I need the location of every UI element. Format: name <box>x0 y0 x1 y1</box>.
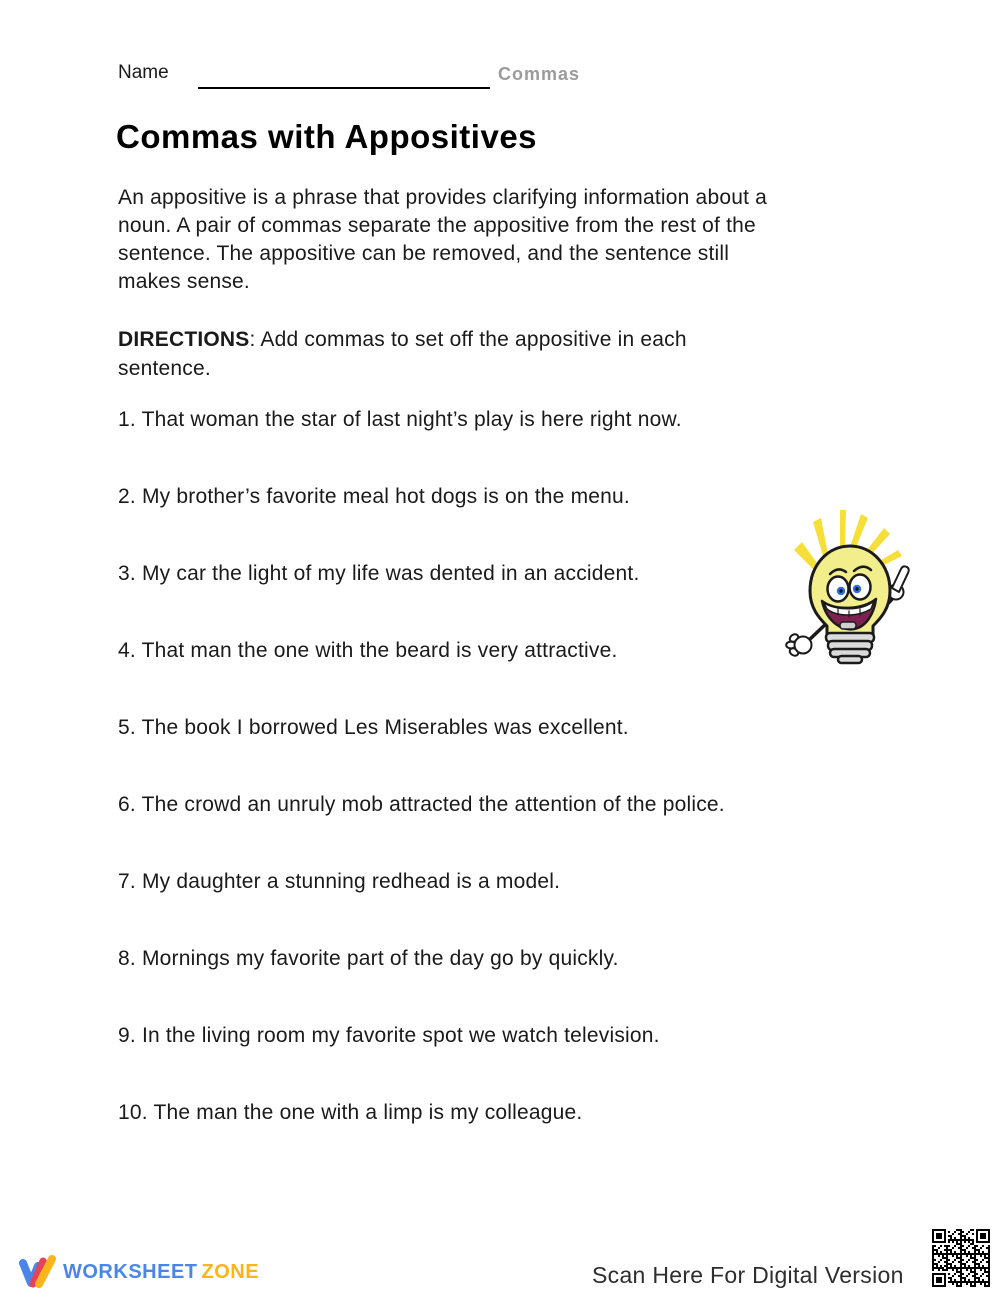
sentence-item-7: 7. My daughter a stunning redhead is a model. <box>118 870 561 893</box>
sentence-item-9: 9. In the living room my favorite spot we watch television. <box>118 1024 660 1047</box>
lightbulb-icon <box>780 508 918 666</box>
intro-line: An appositive is a phrase that provides clarifying information about a <box>118 186 768 209</box>
intro-line: sentence. The appositive can be removed, and the sentence still <box>118 242 730 265</box>
logo-text-worksheet: WORKSHEET <box>63 1260 198 1283</box>
sentence-item-4: 4. That man the one with the beard is very attractive. <box>118 639 618 662</box>
topic-label: Commas <box>498 64 581 84</box>
logo-text-zone: ZONE <box>201 1260 260 1283</box>
sentence-item-1: 1. That woman the star of last night’s play is here right now. <box>118 408 682 431</box>
scan-here-text: Scan Here For Digital Version <box>592 1262 904 1288</box>
logo-wordmark <box>63 1261 259 1284</box>
page-title: Commas with Appositives <box>116 118 538 155</box>
directions-line-1 <box>118 325 687 354</box>
qr-code-image <box>932 1229 990 1287</box>
sentence-item-6: 6. The crowd an unruly mob attracted the attention of the police. <box>118 793 725 816</box>
sentence-item-8: 8. Mornings my favorite part of the day go by quickly. <box>118 947 619 970</box>
directions-label: DIRECTIONS <box>118 328 250 351</box>
worksheet-zone-logo-icon <box>16 1252 58 1292</box>
intro-line: noun. A pair of commas separate the appositive from the rest of the <box>118 214 756 237</box>
directions-text: : Add commas to set off the appositive in each <box>249 328 687 351</box>
intro-line: makes sense. <box>118 270 250 293</box>
directions-line-2: sentence. <box>118 357 211 380</box>
sentence-item-2: 2. My brother’s favorite meal hot dogs is on the menu. <box>118 485 630 508</box>
name-blank-line[interactable] <box>198 66 490 89</box>
worksheet-zone-logo <box>16 1252 259 1292</box>
name-label: Name <box>118 62 169 83</box>
lightbulb-character-image <box>780 508 918 666</box>
sentence-item-3: 3. My car the light of my life was dented in an accident. <box>118 562 640 585</box>
directions <box>118 325 687 383</box>
sentence-item-10: 10. The man the one with a limp is my colleague. <box>118 1101 583 1124</box>
intro-paragraph <box>118 184 767 296</box>
sentence-item-5: 5. The book I borrowed Les Miserables was excellent. <box>118 716 629 739</box>
